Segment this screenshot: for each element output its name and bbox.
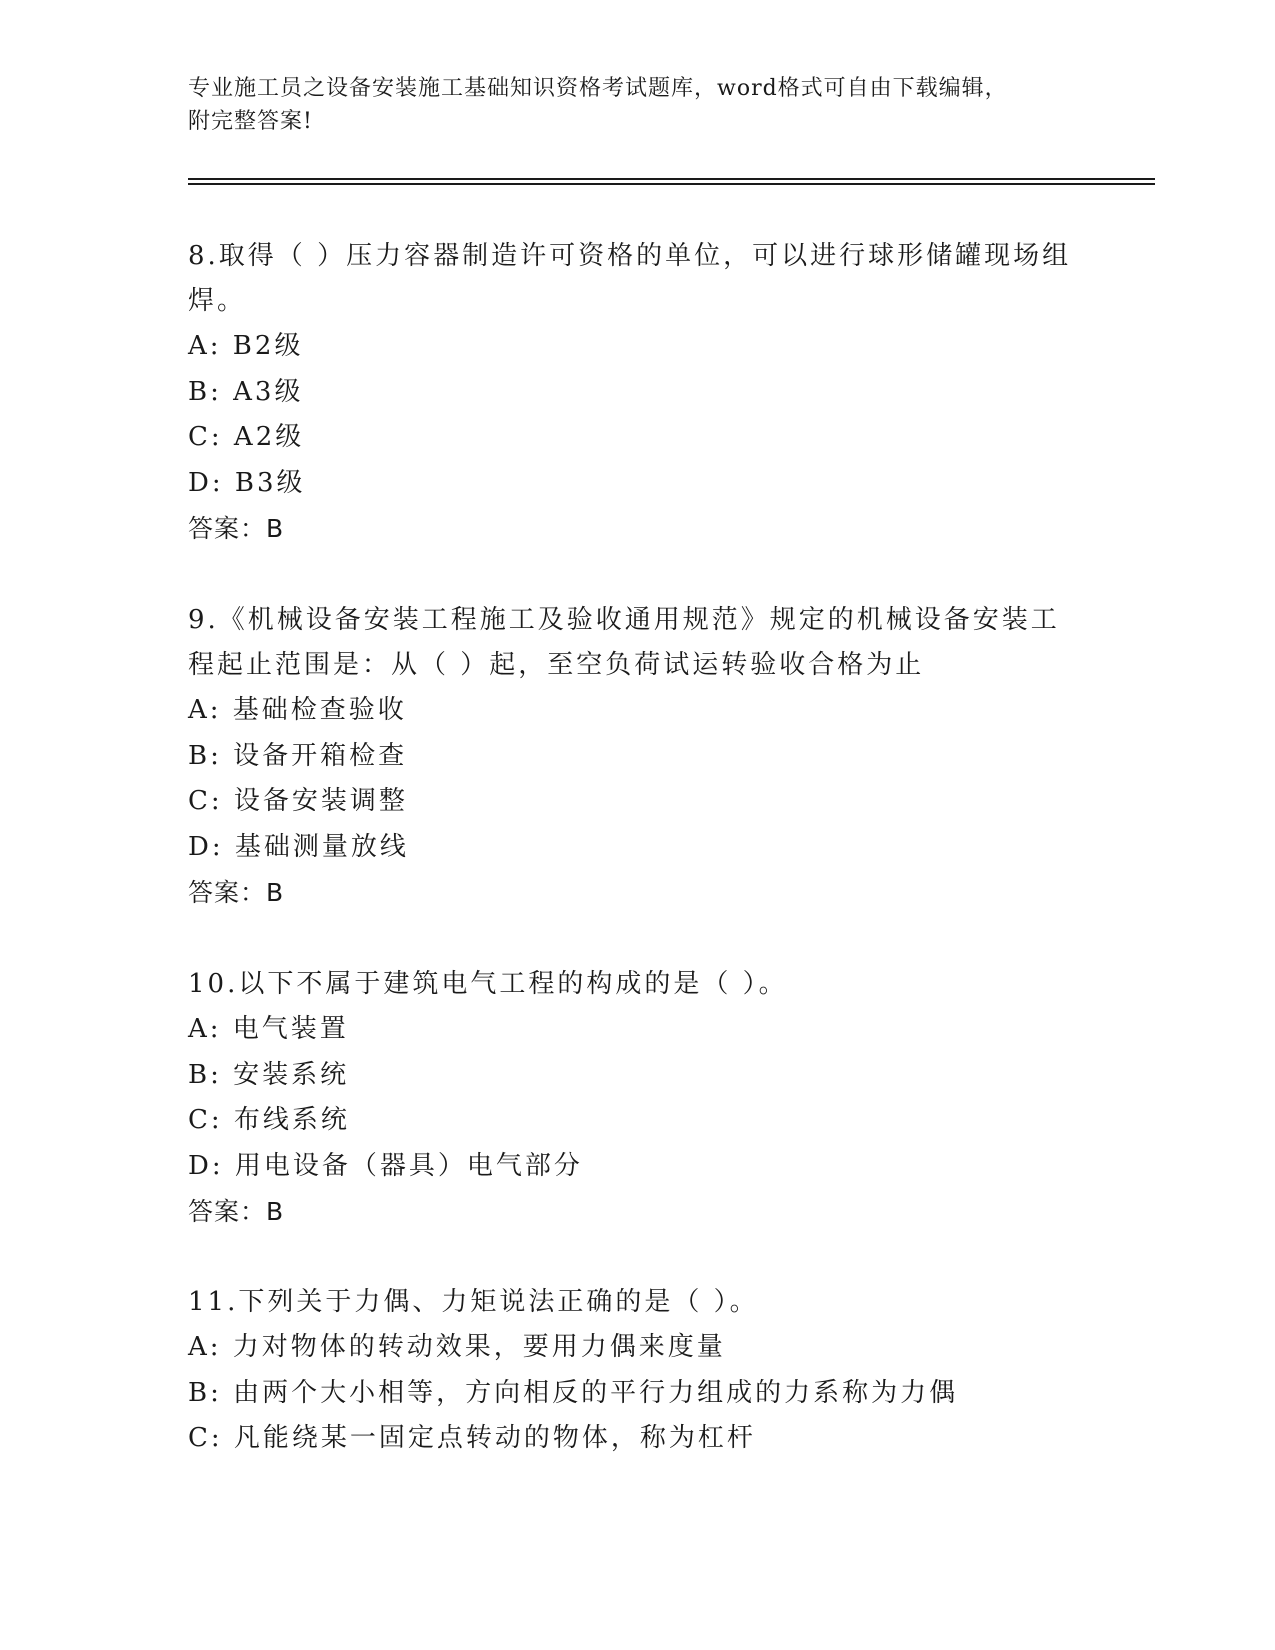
option-b: B: A3级 bbox=[188, 376, 304, 407]
question-10 bbox=[188, 962, 1088, 1235]
header-line-2: 附完整答案! bbox=[188, 109, 313, 134]
answer-line: 答案：B bbox=[188, 878, 285, 907]
header-divider-top bbox=[188, 178, 1155, 180]
option-c: C: 设备安装调整 bbox=[188, 786, 408, 816]
option-c: C: 布线系统 bbox=[188, 1105, 350, 1135]
option-b: B: 由两个大小相等，方向相反的平行力组成的力系称为力偶 bbox=[188, 1377, 959, 1408]
option-a: A: B2级 bbox=[188, 331, 304, 361]
question-stem-line-1: 11.下列关于力偶、力矩说法正确的是（ ）。 bbox=[188, 1287, 759, 1317]
header-line-1: 专业施工员之设备安装施工基础知识资格考试题库，word格式可自由下载编辑， bbox=[188, 76, 1008, 101]
question-8 bbox=[188, 234, 1088, 552]
option-b: B: 设备开箱检查 bbox=[188, 740, 408, 771]
answer-line: 答案：B bbox=[188, 1197, 285, 1226]
option-c: C: 凡能绕某一固定点转动的物体，称为杠杆 bbox=[188, 1423, 756, 1453]
question-stem-line-1: 9.《机械设备安装工程施工及验收通用规范》规定的机械设备安装工 bbox=[188, 605, 1060, 635]
option-d: D: 用电设备（器具）电气部分 bbox=[188, 1150, 583, 1181]
option-a: A: 基础检查验收 bbox=[188, 695, 407, 725]
option-b: B: 安装系统 bbox=[188, 1059, 350, 1090]
question-stem-line-2: 焊。 bbox=[188, 286, 247, 316]
document-header bbox=[188, 72, 1088, 138]
answer-line: 答案：B bbox=[188, 514, 285, 543]
question-stem-line-1: 8.取得（ ）压力容器制造许可资格的单位，可以进行球形储罐现场组 bbox=[188, 241, 1072, 271]
option-d: D: B3级 bbox=[188, 467, 306, 498]
question-stem-line-2: 程起止范围是：从（ ）起，至空负荷试运转验收合格为止 bbox=[188, 650, 925, 680]
question-9 bbox=[188, 598, 1088, 916]
question-stem-line-1: 10.以下不属于建筑电气工程的构成的是（ ）。 bbox=[188, 969, 788, 999]
option-a: A: 力对物体的转动效果，要用力偶来度量 bbox=[188, 1332, 726, 1362]
header-divider-bottom bbox=[188, 183, 1155, 185]
option-d: D: 基础测量放线 bbox=[188, 831, 409, 862]
option-a: A: 电气装置 bbox=[188, 1014, 349, 1044]
question-11 bbox=[188, 1280, 1088, 1462]
option-c: C: A2级 bbox=[188, 422, 305, 452]
